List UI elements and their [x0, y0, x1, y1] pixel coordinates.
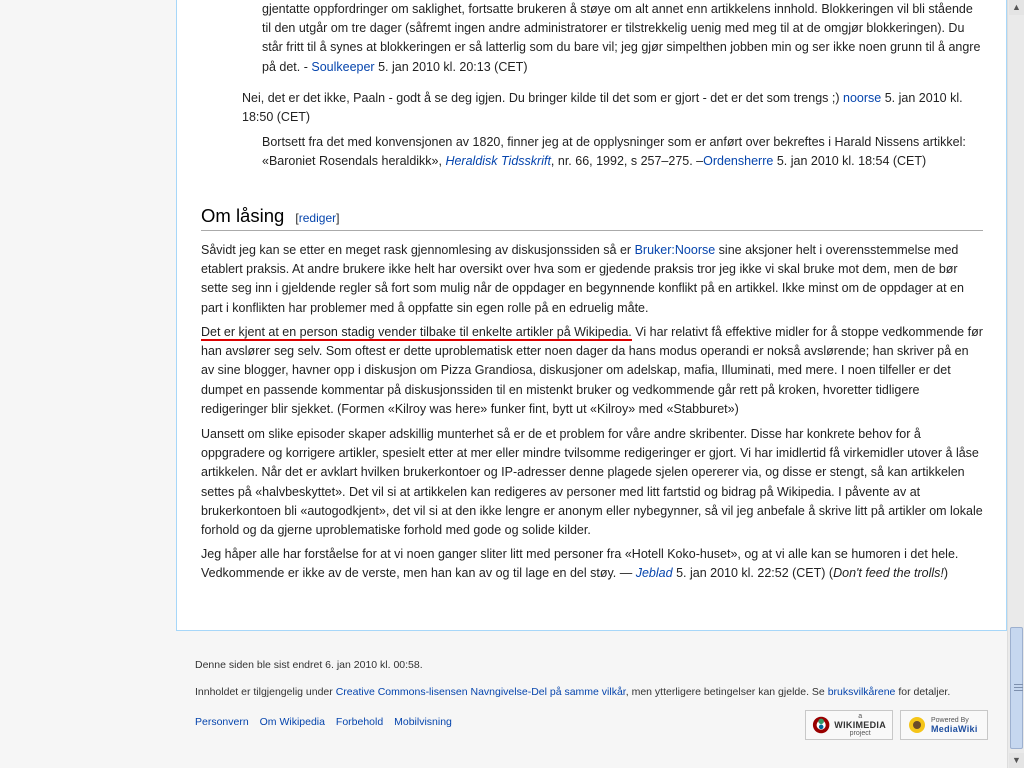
scroll-up-arrow-icon[interactable]: ▲	[1009, 0, 1024, 15]
comment-ordensherre	[262, 133, 984, 171]
wikimedia-logo-icon	[812, 715, 830, 735]
comment-soulkeeper	[262, 0, 984, 77]
comment-text: Bortsett fra det med konvensjonen av 1820, finner jeg at de opplysninger som er anført over bekreftes i Harald Nissens artikkel: «Baroniet Rosendals heraldikk»,	[262, 135, 966, 169]
comment-timestamp: 5. jan 2010 kl. 18:54 (CET)	[776, 154, 927, 169]
vertical-scrollbar[interactable]	[1007, 0, 1024, 768]
license-link[interactable]: Creative Commons-lisensen Navngivelse-Del på samme vilkår	[335, 686, 626, 698]
terms-link[interactable]: bruksvilkårene	[827, 686, 896, 698]
paragraph-2: Det er kjent at en person stadig vender tilbake til enkelte artikler på Wikipedia. Vi har relativt få effektive midler for å stoppe vedkommende før han avslører seg selv. Som oftest er dette uproblematisk etter noen dager da hans modus operandi er nokså avslørende; han skriver på en av sine blogger, havner opp i diskusjon om Pizza Grandiosa, diskusjoner om adelskap, mafia, Illuminati, med mere. I noen tilfeller er det dumpet en passende kommentar på diskusjonssiden til en mistenkt bruker og vedkommende går rett på kroken, hvoretter tidligere redigeringer blir sjekket. (Formen «Kilroy was here» funker fint, bytt ut «Kilroy» med «Stabburet»)	[201, 325, 983, 416]
mediawiki-sunflower-icon	[907, 715, 927, 735]
edit-section-link[interactable]: rediger	[298, 211, 337, 225]
paragraph-1: Såvidt jeg kan se etter en meget rask gjennomlesing av diskusjonssiden så er Bruker:Noorse sine aksjoner helt i overensstemmelse med etablert praksis. At andre brukere ikke helt har oversikt over hva som er gjedende praksis tror jeg ikke vi skal bruke mot dem, men de bør sette seg inn i gjeldende regler så fort som mulig når de oppdager en begynnende konflikt på en artikkel. Ikke minst om de oppdager at en part i konflikten har problemer med å oppfatte sin egen rolle på en edruelig måte.	[201, 243, 964, 315]
citation-detail: , nr. 66, 1992, s 257–275. –	[550, 154, 704, 169]
footer-last-modified: Denne siden ble sist endret 6. jan 2010 kl. 00:58.	[195, 659, 423, 671]
comment-text: Nei, det er det ikke, Paaln - godt å se deg igjen. Du bringer kilde til det som er gjort - det er det som trengs ;)	[242, 91, 840, 105]
user-link-soulkeeper[interactable]: Soulkeeper	[311, 59, 375, 74]
scroll-down-arrow-icon[interactable]: ▼	[1009, 753, 1024, 768]
comment-text: gjentatte oppfordringer om saklighet, fortsatte brukeren å støye om alt annet enn artikkelens innhold. Blokkeringen vil bli stående til den utgår om tre dager (såfremt ingen andre administratorer er tilstrekkelig uenig med meg til at de omgjør blokkeringen). Du står fritt til å synes at blokkeringen er så latterlig som du bare vil; jeg gjør simpelthen jobben min og ser ikke noen grunn til å angre på det. -	[262, 2, 981, 74]
powered-by-mediawiki-badge[interactable]: Powered By MediaWiki	[900, 710, 988, 740]
footer-license: Innholdet er tilgjengelig under Creative Commons-lisensen Navngivelse-Del på samme vilkår, men ytterligere betingelser kan gjelde. Se bruksvilkårene for detaljer.	[195, 686, 951, 698]
journal-link[interactable]: Heraldisk Tidsskrift	[445, 154, 551, 169]
user-link-jeblad[interactable]: Jeblad	[635, 566, 673, 581]
footer-link-forbehold[interactable]: Forbehold	[335, 716, 384, 728]
paragraph-3: Uansett om slike episoder skaper adskillig munterhet så er de et problem for våre andre skribenter. Disse har konkrete behov for å oppgradere og korrigere artikler, spesielt etter at mer eller mindre tvilsomme redigeringer er gjort. Vi har imidlertid få virkemidler utover å låse artikkelen. Når det er avklart hvilken brukerkontoer og IP-adresser denne plagede sjelen opererer via, og disse er stengt, så kan artikkelen settes på «halvbeskyttet». Det vil si at artikkelen kan redigeres av personer med litt fartstid og bidrag på Wikipedia. I påvente av at brukerkontoen bli «autogodkjent», det vil si at den ikke lengre er anonym eller nybegynner, så vil jeg anbefale å skrive litt på artikler om lokale forhold og da gjerne uproblematiske forhold med gode og solide kilder.	[201, 427, 983, 538]
section-title: Om låsing	[201, 205, 285, 226]
comment-timestamp: 5. jan 2010 kl. 18:50 (CET)	[242, 91, 963, 125]
footer-link-mobilvisning[interactable]: Mobilvisning	[394, 716, 452, 728]
paragraph-4: Jeg håper alle har forståelse for at vi noen ganger sliter litt med personer fra «Hotell Koko-huset», og at vi alle kan se humoren i det hele. Vedkommende er ikke av de verste, men han kan av og til lage en del støy. — Jeblad 5. jan 2010 kl. 22:52 (CET) (Don't feed the trolls!)	[201, 547, 959, 581]
wikimedia-project-badge[interactable]: a WIKIMEDIA project	[805, 710, 893, 740]
comment-noorse	[242, 89, 984, 127]
comment-timestamp: 5. jan 2010 kl. 20:13 (CET)	[378, 59, 528, 74]
section-heading-om-lasing	[201, 204, 983, 231]
scroll-thumb[interactable]	[1010, 627, 1023, 749]
user-link-noorse[interactable]: noorse	[843, 91, 882, 105]
annotated-sentence: Det er kjent at en person stadig vender tilbake til enkelte artikler på Wikipedia.	[201, 325, 632, 339]
footer-link-personvern[interactable]: Personvern	[195, 716, 249, 728]
footer-link-om-wikipedia[interactable]: Om Wikipedia	[259, 716, 325, 728]
section-edit: [rediger]	[295, 211, 340, 225]
user-link-ordensherre[interactable]: Ordensherre	[703, 154, 774, 169]
user-link-bruker-noorse[interactable]: Bruker:Noorse	[634, 243, 716, 257]
